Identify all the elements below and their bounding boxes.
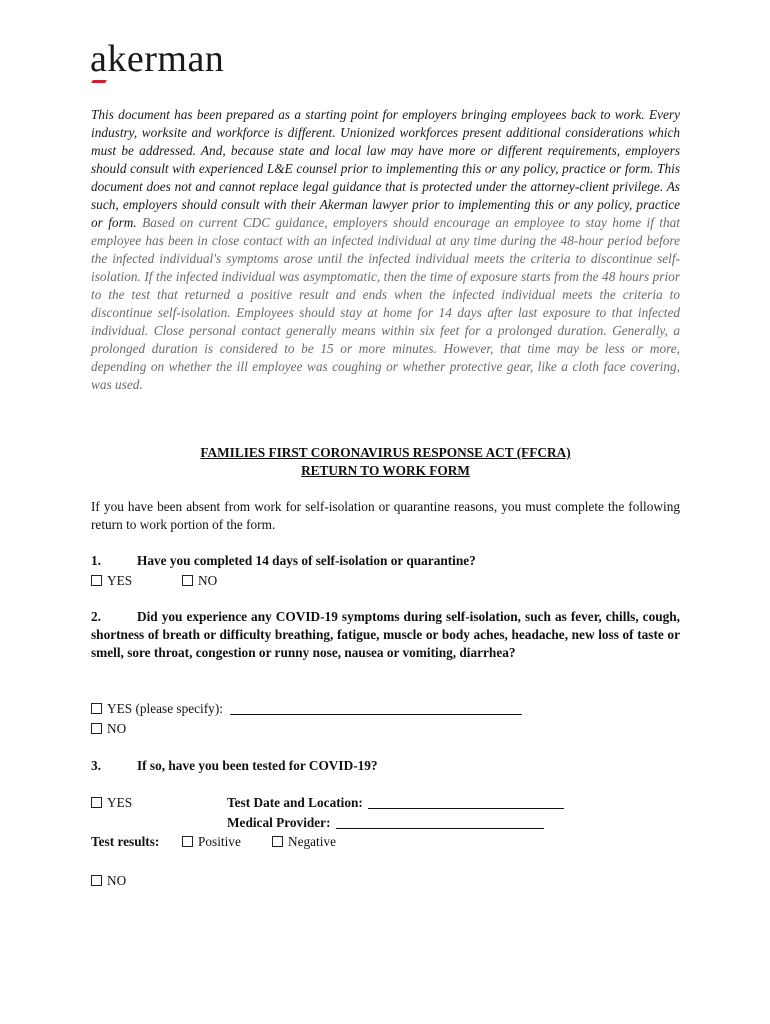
test-results-row [91,833,159,851]
q2-yes-option[interactable] [91,700,522,718]
q1-no-label: NO [198,573,218,588]
positive-label: Positive [198,834,241,849]
question-2 [91,608,680,662]
disclaimer-text: This document has been prepared as a starting point for employers bringing employees back to work. Every industry, worksite and workforce is different. Unionized workforces present additional considerations which must be addressed. And, because state and local law may have more or different requirements, employers should consult with experienced L&E counsel prior to implementing this or any policy, practice or form. This document does not and cannot replace legal guidance that is protected under the attorney-client privilege. As such, employers should consult with their Akerman lawyer prior to implementing this or any policy, practice or form. [91,107,680,230]
q2-no-option[interactable] [91,720,126,738]
cdc-guidance-text: Based on current CDC guidance, employers should encourage an employee to stay home if that employee has been in close contact with an infected individual at any time during the 48-hour period before the infected individual's symptoms arose until the infected individual meets the criteria to discontinue self- isolation. If the infected individual was asymptomatic, then the time of exposure starts from the 48 hours prior to the test that returned a positive result and ends when the infected individual meets the criteria to discontinue self-isolation. Employees should stay at home for 14 days after last exposure to that infected individual. Close personal contact generally means within six feet for a prolonged duration. Generally, a prolonged duration is considered to be 15 or more minutes. However, that time may be less or more, depending on whether the ill employee was coughing or whether protective gear, like a cloth face covering, was used. [91,215,680,392]
test-date-location-label: Test Date and Location: [227,795,363,810]
q1-yes-option[interactable] [91,572,132,590]
question-2-number: 2. [91,609,101,624]
q1-no-option[interactable] [182,572,217,590]
question-3-number: 3. [91,758,101,773]
negative-label: Negative [288,834,336,849]
akerman-logo: akerman [90,38,225,80]
positive-option[interactable] [182,833,241,851]
question-1-number: 1. [91,553,101,568]
q3-no-label: NO [107,873,127,888]
q3-no-checkbox[interactable] [91,875,102,886]
form-title-line2: RETURN TO WORK FORM [301,463,470,478]
medical-provider-label: Medical Provider: [227,815,331,830]
positive-checkbox[interactable] [182,836,193,847]
q2-specify-field[interactable] [230,700,522,715]
q3-yes-label: YES [107,795,133,810]
q1-yes-checkbox[interactable] [91,575,102,586]
form-title [91,444,680,480]
q3-no-option[interactable] [91,872,126,890]
test-results-label: Test results: [91,834,160,849]
medical-provider-row [227,814,544,832]
q1-yes-label: YES [107,573,133,588]
q3-yes-checkbox[interactable] [91,797,102,808]
q2-no-checkbox[interactable] [91,723,102,734]
q2-yes-checkbox[interactable] [91,703,102,714]
question-3 [91,757,680,775]
question-3-text: If so, have you been tested for COVID-19? [137,758,378,773]
negative-option[interactable] [272,833,336,851]
medical-provider-field[interactable] [336,814,544,829]
intro-text [91,106,680,394]
q2-yes-label: YES (please specify): [107,701,223,716]
negative-checkbox[interactable] [272,836,283,847]
form-title-line1: FAMILIES FIRST CORONAVIRUS RESPONSE ACT (FFCRA) [200,445,571,460]
q2-no-label: NO [107,721,127,736]
question-1-text: Have you completed 14 days of self-isolation or quarantine? [137,553,476,568]
test-date-location-row [227,794,564,812]
form-instructions: If you have been absent from work for self-isolation or quarantine reasons, you must complete the following return to work portion of the form. [91,499,680,532]
question-1 [91,552,680,570]
question-2-text: Did you experience any COVID-19 symptoms during self-isolation, such as fever, chills, cough, shortness of breath or difficulty breathing, fatigue, muscle or body aches, headache, new loss of taste or smell, sore throat, congestion or runny nose, nausea or vomiting, diarrhea? [91,609,680,660]
q3-yes-option[interactable] [91,794,132,812]
logo-accent-mark [91,80,107,83]
test-date-location-field[interactable] [368,794,564,809]
q1-no-checkbox[interactable] [182,575,193,586]
